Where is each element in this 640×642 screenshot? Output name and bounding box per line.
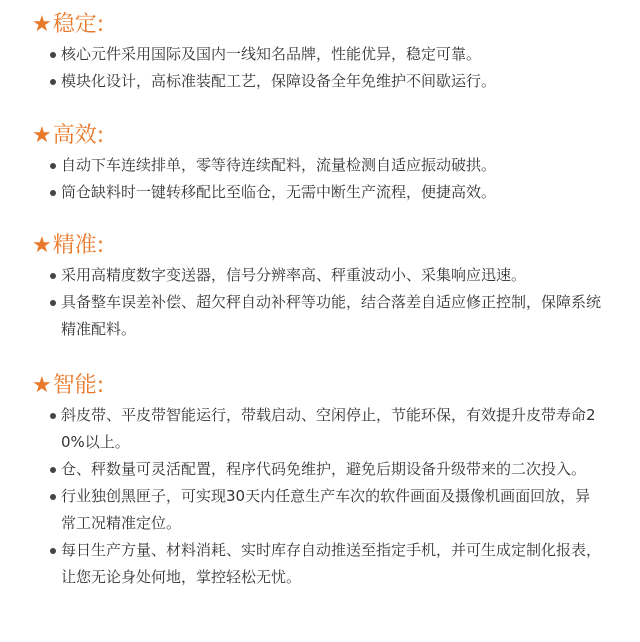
- list-item-text: 具备整车误差补偿、超欠秤自动补秤等功能，结合落差自适应修正控制，保障系统精准配料。: [61, 293, 602, 338]
- star-icon: ★: [32, 12, 52, 37]
- list-item: [32, 483, 610, 537]
- star-icon: ★: [32, 123, 52, 148]
- star-icon: ★: [32, 373, 52, 398]
- section-smart: [32, 371, 610, 591]
- list-item: [32, 456, 610, 483]
- section-title: 精准:: [52, 233, 105, 258]
- section-precise: [32, 231, 610, 343]
- list-item: [32, 68, 610, 95]
- bullet-list: [32, 262, 610, 343]
- bullet-dot-icon: [50, 190, 56, 196]
- section-header: [32, 10, 610, 40]
- bullet-list: [32, 41, 610, 95]
- list-item-text: 行业独创黑匣子，可实现30天内任意生产车次的软件画面及摄像机画面回放，异常工况精准定位。: [61, 487, 591, 532]
- section-title: 高效:: [52, 123, 105, 148]
- list-item-text: 采用高精度数字变送器，信号分辨率高、秤重波动小、采集响应迅速。: [61, 266, 527, 284]
- bullet-list: [32, 152, 610, 206]
- section-title: 稳定:: [52, 12, 105, 37]
- list-item: [32, 152, 610, 179]
- list-item: [32, 289, 610, 343]
- bullet-dot-icon: [50, 52, 56, 58]
- section-header: [32, 371, 610, 401]
- list-item: [32, 41, 610, 68]
- list-item-text: 模块化设计，高标准装配工艺，保障设备全年免维护不间歇运行。: [61, 72, 497, 90]
- section-efficient: [32, 121, 610, 206]
- bullet-dot-icon: [50, 548, 56, 554]
- bullet-dot-icon: [50, 300, 56, 306]
- list-item: [32, 179, 610, 206]
- section-title: 智能:: [52, 373, 105, 398]
- bullet-dot-icon: [50, 163, 56, 169]
- bullet-dot-icon: [50, 79, 56, 85]
- list-item: [32, 537, 610, 591]
- star-icon: ★: [32, 233, 52, 258]
- section-stable: [32, 10, 610, 95]
- list-item-text: 每日生产方量、材料消耗、实时库存自动推送至指定手机，并可生成定制化报表，让您无论身处何地，掌控轻松无忧。: [61, 541, 602, 586]
- section-header: [32, 121, 610, 151]
- list-item-text: 核心元件采用国际及国内一线知名品牌，性能优异，稳定可靠。: [61, 45, 482, 63]
- bullet-dot-icon: [50, 413, 56, 419]
- bullet-dot-icon: [50, 467, 56, 473]
- list-item-text: 斜皮带、平皮带智能运行，带载启动、空闲停止，节能环保，有效提升皮带寿命20%以上。: [61, 406, 596, 451]
- bullet-dot-icon: [50, 273, 56, 279]
- list-item-text: 筒仓缺料时一键转移配比至临仓，无需中断生产流程，便捷高效。: [61, 183, 497, 201]
- list-item: [32, 402, 610, 456]
- list-item: [32, 262, 610, 289]
- section-header: [32, 231, 610, 261]
- list-item-text: 仓、秤数量可灵活配置，程序代码免维护，避免后期设备升级带来的二次投入。: [61, 460, 587, 478]
- bullet-list: [32, 402, 610, 591]
- bullet-dot-icon: [50, 494, 56, 500]
- list-item-text: 自动下车连续排单，零等待连续配料，流量检测自适应振动破拱。: [61, 156, 497, 174]
